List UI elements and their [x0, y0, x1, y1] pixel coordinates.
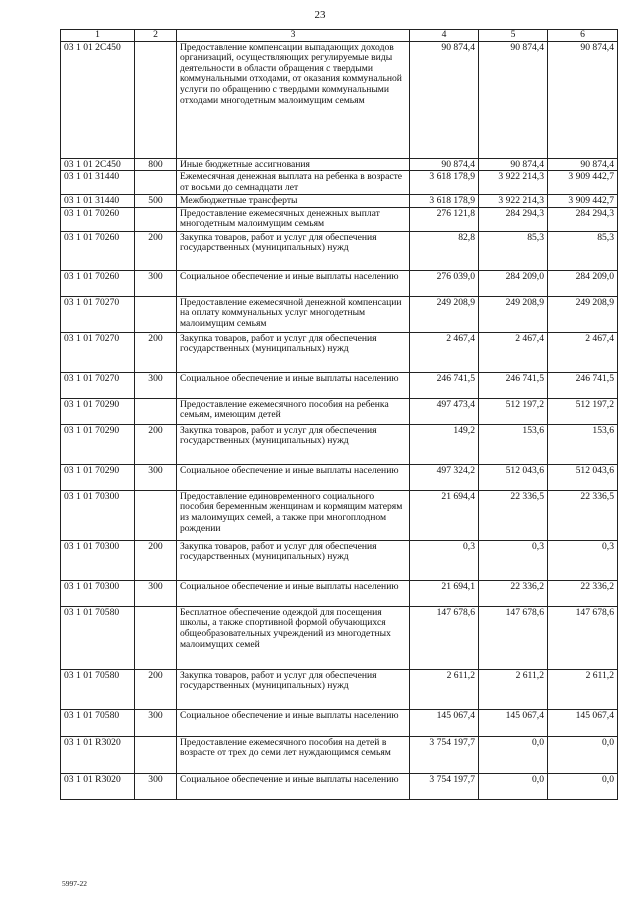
row-value-col4: 497 473,4 — [410, 398, 479, 424]
row-value-col6: 147 678,6 — [548, 606, 618, 669]
row-value-col6: 145 067,4 — [548, 709, 618, 736]
row-value-col6: 85,3 — [548, 231, 618, 270]
row-code: 03 1 01 70580 — [61, 669, 135, 709]
table-row — [61, 372, 618, 398]
row-value-col6: 284 209,0 — [548, 270, 618, 296]
row-code: 03 1 01 70270 — [61, 332, 135, 372]
row-name: Социальное обеспечение и иные выплаты населению — [177, 773, 410, 799]
table-row — [61, 398, 618, 424]
row-value-col5: 3 922 214,3 — [479, 171, 548, 195]
row-code: 03 1 01 70260 — [61, 270, 135, 296]
row-expense-type: 200 — [135, 231, 177, 270]
row-name: Социальное обеспечение и иные выплаты населению — [177, 580, 410, 606]
row-value-col5: 0,0 — [479, 736, 548, 773]
row-code: 03 1 01 70290 — [61, 398, 135, 424]
row-expense-type: 500 — [135, 195, 177, 208]
row-value-col4: 249 208,9 — [410, 296, 479, 332]
table-row — [61, 580, 618, 606]
table-row — [61, 736, 618, 773]
row-code: 03 1 01 70300 — [61, 580, 135, 606]
row-value-col4: 3 618 178,9 — [410, 195, 479, 208]
row-value-col6: 3 909 442,7 — [548, 195, 618, 208]
row-value-col6: 90 874,4 — [548, 41, 618, 158]
row-value-col4: 149,2 — [410, 424, 479, 464]
table-row — [61, 424, 618, 464]
row-name: Закупка товаров, работ и услуг для обеспечения государственных (муниципальных) нужд — [177, 669, 410, 709]
row-code: 03 1 01 31440 — [61, 195, 135, 208]
row-expense-type — [135, 207, 177, 231]
row-value-col4: 246 741,5 — [410, 372, 479, 398]
row-code: 03 1 01 70270 — [61, 372, 135, 398]
row-code: 03 1 01 2С450 — [61, 158, 135, 171]
row-value-col4: 3 618 178,9 — [410, 171, 479, 195]
row-value-col4: 497 324,2 — [410, 464, 479, 490]
row-expense-type: 300 — [135, 372, 177, 398]
row-code: 03 1 01 70290 — [61, 464, 135, 490]
row-value-col6: 512 043,6 — [548, 464, 618, 490]
row-expense-type: 200 — [135, 540, 177, 580]
row-code: 03 1 01 R3020 — [61, 736, 135, 773]
table-row — [61, 158, 618, 171]
table-row — [61, 41, 618, 158]
row-value-col6: 2 467,4 — [548, 332, 618, 372]
table-row — [61, 464, 618, 490]
row-value-col6: 22 336,2 — [548, 580, 618, 606]
column-header-row — [61, 30, 618, 42]
row-expense-type: 200 — [135, 424, 177, 464]
row-expense-type: 800 — [135, 158, 177, 171]
row-value-col4: 82,8 — [410, 231, 479, 270]
row-value-col5: 249 208,9 — [479, 296, 548, 332]
row-code: 03 1 01 70580 — [61, 709, 135, 736]
row-value-col6: 0,0 — [548, 773, 618, 799]
row-value-col5: 145 067,4 — [479, 709, 548, 736]
column-header-6: 6 — [548, 30, 618, 42]
row-name: Социальное обеспечение и иные выплаты населению — [177, 270, 410, 296]
row-value-col4: 21 694,4 — [410, 490, 479, 540]
column-header-1: 1 — [61, 30, 135, 42]
row-code: 03 1 01 70300 — [61, 540, 135, 580]
column-header-2: 2 — [135, 30, 177, 42]
row-value-col6: 0,3 — [548, 540, 618, 580]
row-value-col4: 276 039,0 — [410, 270, 479, 296]
footer-code: 5997-22 — [62, 879, 87, 888]
row-value-col6: 284 294,3 — [548, 207, 618, 231]
row-code: 03 1 01 70300 — [61, 490, 135, 540]
column-header-3: 3 — [177, 30, 410, 42]
table-row — [61, 773, 618, 799]
row-value-col5: 0,0 — [479, 773, 548, 799]
row-code: 03 1 01 70270 — [61, 296, 135, 332]
row-value-col4: 276 121,8 — [410, 207, 479, 231]
row-value-col4: 3 754 197,7 — [410, 736, 479, 773]
row-expense-type: 300 — [135, 464, 177, 490]
row-name: Бесплатное обеспечение одеждой для посещения школы, а также спортивной формой обучающихся общеобразовательных учреждений из многодетных малоимущих семей — [177, 606, 410, 669]
row-code: 03 1 01 R3020 — [61, 773, 135, 799]
row-value-col6: 90 874,4 — [548, 158, 618, 171]
row-value-col4: 90 874,4 — [410, 41, 479, 158]
row-expense-type — [135, 490, 177, 540]
row-value-col5: 90 874,4 — [479, 158, 548, 171]
row-value-col5: 22 336,2 — [479, 580, 548, 606]
row-value-col4: 3 754 197,7 — [410, 773, 479, 799]
row-value-col5: 512 197,2 — [479, 398, 548, 424]
row-name: Закупка товаров, работ и услуг для обеспечения государственных (муниципальных) нужд — [177, 540, 410, 580]
row-name: Закупка товаров, работ и услуг для обеспечения государственных (муниципальных) нужд — [177, 231, 410, 270]
row-name: Межбюджетные трансферты — [177, 195, 410, 208]
row-value-col6: 22 336,5 — [548, 490, 618, 540]
row-value-col5: 147 678,6 — [479, 606, 548, 669]
table-row — [61, 606, 618, 669]
row-value-col4: 21 694,1 — [410, 580, 479, 606]
row-name: Предоставление единовременного социального пособия беременным женщинам и кормящим матерям из малоимущих семей, а также при многоплодном рождении — [177, 490, 410, 540]
row-name: Ежемесячная денежная выплата на ребенка в возрасте от восьми до семнадцати лет — [177, 171, 410, 195]
row-name: Социальное обеспечение и иные выплаты населению — [177, 372, 410, 398]
row-name: Предоставление компенсации выпадающих доходов организаций, осуществляющих регулируемые виды деятельности в области обращения с твердыми коммунальными отходами, от оказания коммунальной услуги по обращению с твердыми коммунальными отходами многодетным малоимущим семьям — [177, 41, 410, 158]
table-row — [61, 709, 618, 736]
column-header-5: 5 — [479, 30, 548, 42]
row-expense-type — [135, 398, 177, 424]
row-value-col6: 0,0 — [548, 736, 618, 773]
row-value-col5: 153,6 — [479, 424, 548, 464]
row-value-col6: 2 611,2 — [548, 669, 618, 709]
row-expense-type — [135, 171, 177, 195]
row-expense-type: 300 — [135, 709, 177, 736]
budget-table — [60, 29, 618, 800]
row-expense-type: 300 — [135, 580, 177, 606]
row-expense-type: 200 — [135, 332, 177, 372]
row-expense-type — [135, 296, 177, 332]
row-expense-type: 300 — [135, 773, 177, 799]
row-expense-type: 200 — [135, 669, 177, 709]
row-code: 03 1 01 70260 — [61, 231, 135, 270]
row-name: Предоставление ежемесячной денежной компенсации на оплату коммунальных услуг многодетным малоимущим семьям — [177, 296, 410, 332]
table-row — [61, 270, 618, 296]
row-value-col5: 284 209,0 — [479, 270, 548, 296]
table-row — [61, 207, 618, 231]
row-value-col4: 2 611,2 — [410, 669, 479, 709]
table-row — [61, 171, 618, 195]
row-expense-type — [135, 606, 177, 669]
row-code: 03 1 01 2С450 — [61, 41, 135, 158]
row-value-col5: 90 874,4 — [479, 41, 548, 158]
table-row — [61, 332, 618, 372]
row-code: 03 1 01 70260 — [61, 207, 135, 231]
row-value-col6: 512 197,2 — [548, 398, 618, 424]
row-value-col6: 153,6 — [548, 424, 618, 464]
row-value-col6: 246 741,5 — [548, 372, 618, 398]
row-value-col4: 145 067,4 — [410, 709, 479, 736]
table-row — [61, 231, 618, 270]
table-row — [61, 669, 618, 709]
row-value-col5: 85,3 — [479, 231, 548, 270]
row-code: 03 1 01 70290 — [61, 424, 135, 464]
row-value-col5: 246 741,5 — [479, 372, 548, 398]
row-value-col5: 22 336,5 — [479, 490, 548, 540]
row-name: Социальное обеспечение и иные выплаты населению — [177, 464, 410, 490]
row-value-col5: 2 611,2 — [479, 669, 548, 709]
row-value-col4: 0,3 — [410, 540, 479, 580]
row-value-col4: 90 874,4 — [410, 158, 479, 171]
row-name: Предоставление ежемесячного пособия на детей в возрасте от трех до семи лет нуждающимся семьям — [177, 736, 410, 773]
table-row — [61, 490, 618, 540]
row-name: Закупка товаров, работ и услуг для обеспечения государственных (муниципальных) нужд — [177, 332, 410, 372]
row-code: 03 1 01 70580 — [61, 606, 135, 669]
row-value-col6: 3 909 442,7 — [548, 171, 618, 195]
row-value-col5: 2 467,4 — [479, 332, 548, 372]
row-value-col5: 512 043,6 — [479, 464, 548, 490]
row-name: Закупка товаров, работ и услуг для обеспечения государственных (муниципальных) нужд — [177, 424, 410, 464]
table-row — [61, 195, 618, 208]
row-value-col4: 2 467,4 — [410, 332, 479, 372]
row-value-col5: 3 922 214,3 — [479, 195, 548, 208]
table-body — [61, 41, 618, 799]
row-expense-type: 300 — [135, 270, 177, 296]
row-expense-type — [135, 736, 177, 773]
table-row — [61, 296, 618, 332]
row-expense-type — [135, 41, 177, 158]
page-number: 23 — [314, 9, 326, 21]
row-value-col5: 0,3 — [479, 540, 548, 580]
row-name: Социальное обеспечение и иные выплаты населению — [177, 709, 410, 736]
table-row — [61, 540, 618, 580]
row-name: Иные бюджетные ассигнования — [177, 158, 410, 171]
row-code: 03 1 01 31440 — [61, 171, 135, 195]
row-name: Предоставление ежемесячных денежных выплат многодетным малоимущим семьям — [177, 207, 410, 231]
row-value-col6: 249 208,9 — [548, 296, 618, 332]
row-value-col4: 147 678,6 — [410, 606, 479, 669]
row-name: Предоставление ежемесячного пособия на ребенка семьям, имеющим детей — [177, 398, 410, 424]
column-header-4: 4 — [410, 30, 479, 42]
row-value-col5: 284 294,3 — [479, 207, 548, 231]
